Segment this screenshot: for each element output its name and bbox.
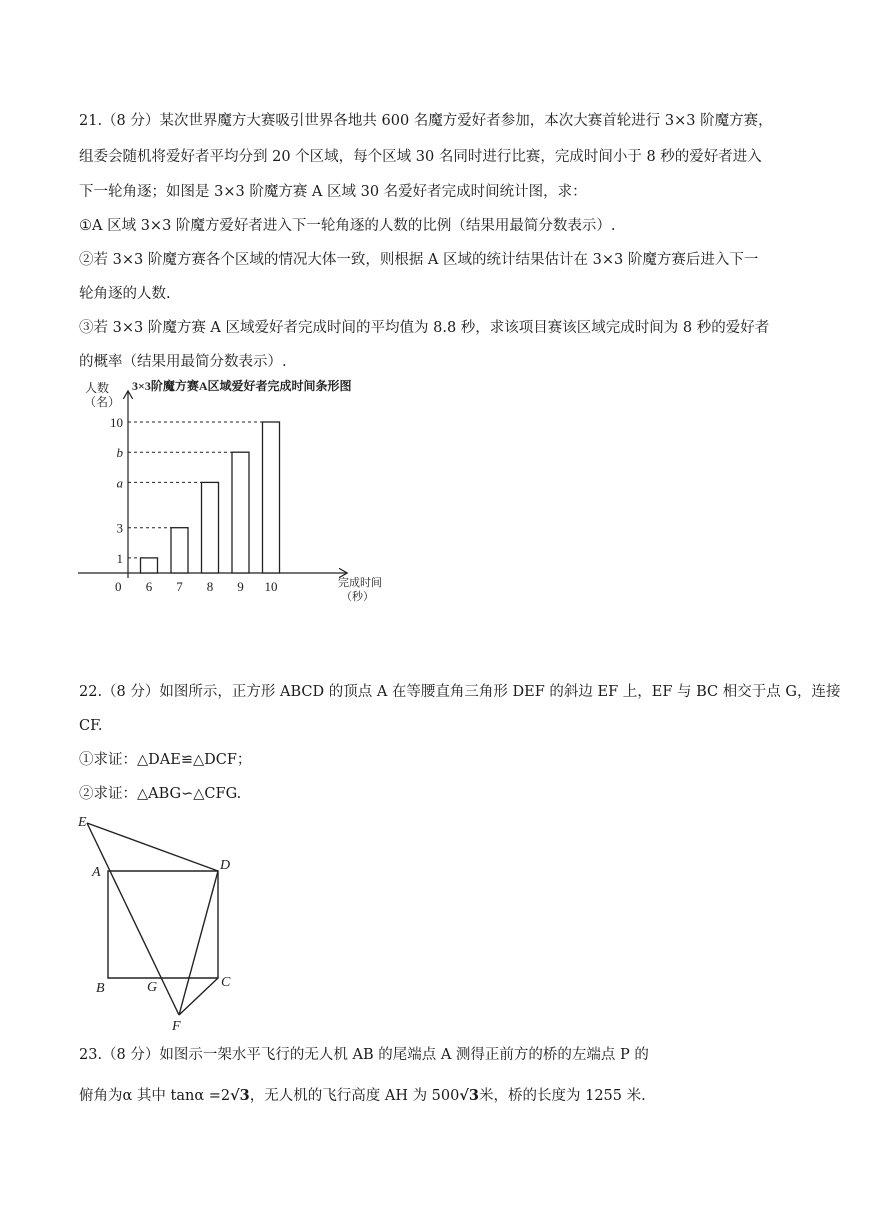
q22-line-1: 22.（8 分）如图所示，正方形 ABCD 的顶点 A 在等腰直角三角形 DEF 的斜边 EF 上，EF 与 BC 相交于点 G，连接 bbox=[79, 684, 841, 700]
bar-10 bbox=[263, 422, 280, 573]
x-axis-label-line-2: （秒） bbox=[341, 591, 374, 603]
point-label-c: C bbox=[221, 975, 231, 990]
x-axis-label-line-1: 完成时间 bbox=[338, 577, 382, 589]
sqrt-three-a: √3 bbox=[230, 1087, 250, 1104]
point-label-a: A bbox=[92, 865, 101, 880]
q21-item-3b: 的概率（结果用最简分数表示）. bbox=[79, 354, 287, 370]
bar-7 bbox=[171, 528, 188, 573]
segment-df bbox=[179, 871, 218, 1015]
bar-6 bbox=[141, 558, 158, 573]
bar-8 bbox=[202, 482, 219, 573]
y-axis-label-line-2: （名） bbox=[84, 395, 121, 409]
q22-item-1: ①求证：△DAE≌△DCF； bbox=[79, 752, 252, 768]
x-tick-label-9: 9 bbox=[237, 579, 244, 594]
x-tick-label-6: 6 bbox=[145, 579, 153, 594]
q23-line-1: 23.（8 分）如图示一架水平飞行的无人机 AB 的尾端点 A 测得正前方的桥的左端点 P 的 bbox=[79, 1047, 649, 1063]
y-tick-label-b: b bbox=[116, 445, 123, 461]
x-tick-label-10: 10 bbox=[264, 579, 278, 594]
point-label-d: D bbox=[220, 858, 231, 873]
y-tick-label-1: 1 bbox=[116, 550, 123, 566]
q21-item-2a: ②若 3×3 阶魔方赛各个区域的情况大体一致，则根据 A 区域的统计结果估计在 3×3 阶魔方赛后进入下一 bbox=[79, 252, 759, 268]
q21-item-3a: ③若 3×3 阶魔方赛 A 区域爱好者完成时间的平均值为 8.8 秒，求该项目赛该区域完成时间为 8 秒的爱好者 bbox=[79, 320, 770, 336]
chart-title: 3×3阶魔方赛A区域爱好者完成时间条形图 bbox=[132, 379, 352, 393]
q21-line-1: 21.（8 分）某次世界魔方大赛吸引世界各地共 600 名魔方爱好者参加，本次大赛首轮进行 3×3 阶魔方赛， bbox=[79, 113, 773, 129]
point-label-g: G bbox=[147, 980, 158, 995]
point-label-e: E bbox=[78, 815, 87, 830]
square-abcd bbox=[108, 871, 218, 978]
x-tick-label-7: 7 bbox=[176, 579, 183, 594]
segment-cf bbox=[179, 978, 218, 1015]
q21-item-2b: 轮角逐的人数. bbox=[79, 286, 171, 302]
q23-text-a: 俯角为α 其中 tanα =2 bbox=[79, 1088, 231, 1104]
origin-label: 0 bbox=[115, 579, 122, 594]
q22-item-2: ②求证：△ABG∽△CFG. bbox=[79, 786, 242, 802]
y-axis-label-line-1: 人数 bbox=[85, 381, 110, 395]
q23-text-c: 米，桥的长度为 1255 米. bbox=[478, 1088, 646, 1104]
point-label-b: B bbox=[96, 981, 105, 996]
q21-item-1: ①A 区域 3×3 阶魔方爱好者进入下一轮角逐的人数的比例（结果用最简分数表示）. bbox=[79, 218, 616, 234]
q22-line-2: CF. bbox=[79, 718, 103, 734]
y-tick-label-3: 3 bbox=[116, 520, 123, 536]
q23-line-2 bbox=[79, 1086, 646, 1106]
geometry-figure bbox=[70, 810, 250, 1035]
sqrt-three-b: √3 bbox=[459, 1087, 479, 1104]
bar-9 bbox=[232, 452, 249, 573]
point-label-f: F bbox=[172, 1019, 181, 1034]
q21-line-3: 下一轮角逐；如图是 3×3 阶魔方赛 A 区域 30 名爱好者完成时间统计图，求： bbox=[79, 184, 587, 200]
q23-text-b: ，无人机的飞行高度 AH 为 500 bbox=[249, 1088, 460, 1104]
x-tick-label-8: 8 bbox=[206, 579, 214, 594]
y-tick-label-10: 10 bbox=[110, 415, 123, 430]
q21-line-2: 组委会随机将爱好者平均分到 20 个区域，每个区域 30 名同时进行比赛，完成时间小于 8 秒的爱好者进入 bbox=[79, 149, 762, 165]
y-tick-label-a: a bbox=[116, 475, 123, 491]
bar-chart bbox=[70, 376, 400, 608]
